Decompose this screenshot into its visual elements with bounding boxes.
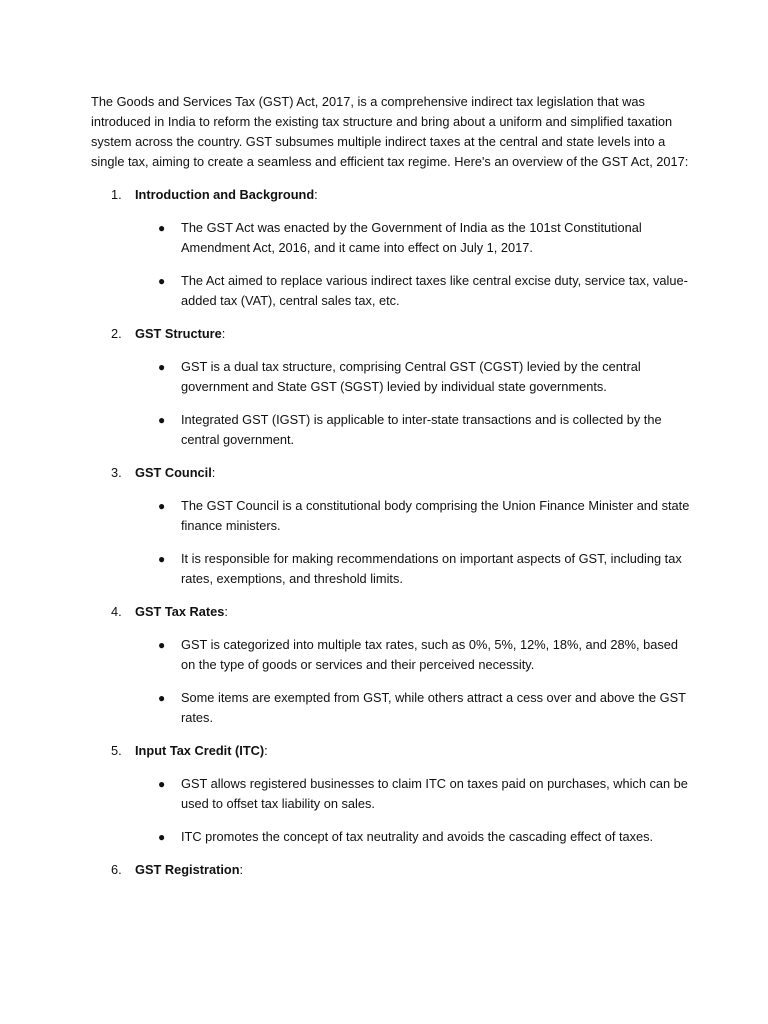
section-title: GST Structure [135, 326, 222, 341]
bullet-text: ITC promotes the concept of tax neutrality and avoids the cascading effect of taxes. [181, 829, 654, 844]
bullet-text: The GST Council is a constitutional body comprising the Union Finance Minister and state finance ministers. [181, 498, 690, 533]
section-number: 1. [111, 187, 122, 202]
section-title: GST Council [135, 465, 212, 480]
document-body [91, 92, 691, 893]
bullet-item [91, 549, 691, 589]
section-heading [91, 741, 691, 761]
bullet-text: The Act aimed to replace various indirect taxes like central excise duty, service tax, value-added tax (VAT), central sales tax, etc. [181, 273, 688, 308]
bullet-item [91, 218, 691, 258]
section-heading [91, 860, 691, 880]
intro-paragraph: The Goods and Services Tax (GST) Act, 2017, is a comprehensive indirect tax legislation that was introduced in India to reform the existing tax structure and bring about a uniform and simplified taxation system across the country. GST subsumes multiple indirect taxes at the central and state levels into a single tax, aiming to create a seamless and efficient tax regime. Here's an overview of the GST Act, 2017: [91, 94, 689, 169]
bullet-item [91, 410, 691, 450]
bullet-list [91, 774, 691, 847]
section-item [91, 463, 691, 589]
bullet-dot-icon: ● [158, 638, 166, 652]
bullet-dot-icon: ● [158, 777, 166, 791]
section-title: GST Tax Rates [135, 604, 225, 619]
bullet-text: It is responsible for making recommendations on important aspects of GST, including tax rates, exemptions, and threshold limits. [181, 551, 682, 586]
section-title: Input Tax Credit (ITC) [135, 743, 265, 758]
bullet-item [91, 271, 691, 311]
bullet-item [91, 827, 691, 847]
bullet-text: The GST Act was enacted by the Government of India as the 101st Constitutional Amendment Act, 2016, and it came into effect on July 1, 2017. [181, 220, 642, 255]
section-colon: : [264, 743, 268, 758]
bullet-list [91, 357, 691, 450]
bullet-list [91, 218, 691, 311]
bullet-dot-icon: ● [158, 360, 166, 374]
section-number: 4. [111, 604, 122, 619]
section-number: 3. [111, 465, 122, 480]
section-list [91, 185, 691, 880]
section-item [91, 185, 691, 311]
bullet-dot-icon: ● [158, 413, 166, 427]
section-item [91, 741, 691, 847]
section-item [91, 860, 691, 880]
bullet-list [91, 635, 691, 728]
bullet-text: Integrated GST (IGST) is applicable to inter-state transactions and is collected by the central government. [181, 412, 662, 447]
section-colon: : [221, 326, 226, 341]
bullet-item [91, 496, 691, 536]
section-number: 5. [111, 743, 122, 758]
bullet-item [91, 357, 691, 397]
section-item [91, 602, 691, 728]
bullet-dot-icon: ● [158, 830, 166, 844]
bullet-text: GST allows registered businesses to claim ITC on taxes paid on purchases, which can be used to offset tax liability on sales. [181, 776, 688, 811]
bullet-dot-icon: ● [158, 274, 166, 288]
bullet-dot-icon: ● [158, 552, 166, 566]
section-colon: : [211, 465, 216, 480]
section-heading [91, 463, 691, 483]
section-number: 2. [111, 326, 122, 341]
section-title: Introduction and Background [135, 187, 315, 202]
section-heading [91, 324, 691, 344]
bullet-dot-icon: ● [158, 499, 166, 513]
bullet-dot-icon: ● [158, 691, 166, 705]
section-item [91, 324, 691, 450]
bullet-text: GST is a dual tax structure, comprising Central GST (CGST) levied by the central government and State GST (SGST) levied by individual state governments. [181, 359, 641, 394]
bullet-dot-icon: ● [158, 221, 166, 235]
section-colon: : [224, 604, 228, 619]
section-heading [91, 185, 691, 205]
bullet-list [91, 496, 691, 589]
section-title: GST Registration [135, 862, 240, 877]
bullet-item [91, 774, 691, 814]
section-colon: : [239, 862, 244, 877]
section-colon: : [314, 187, 318, 202]
section-number: 6. [111, 862, 122, 877]
bullet-text: GST is categorized into multiple tax rates, such as 0%, 5%, 12%, 18%, and 28%, based on the type of goods or services and their perceived necessity. [181, 637, 678, 672]
bullet-text: Some items are exempted from GST, while others attract a cess over and above the GST rates. [181, 690, 686, 725]
bullet-item [91, 688, 691, 728]
bullet-item [91, 635, 691, 675]
section-heading [91, 602, 691, 622]
